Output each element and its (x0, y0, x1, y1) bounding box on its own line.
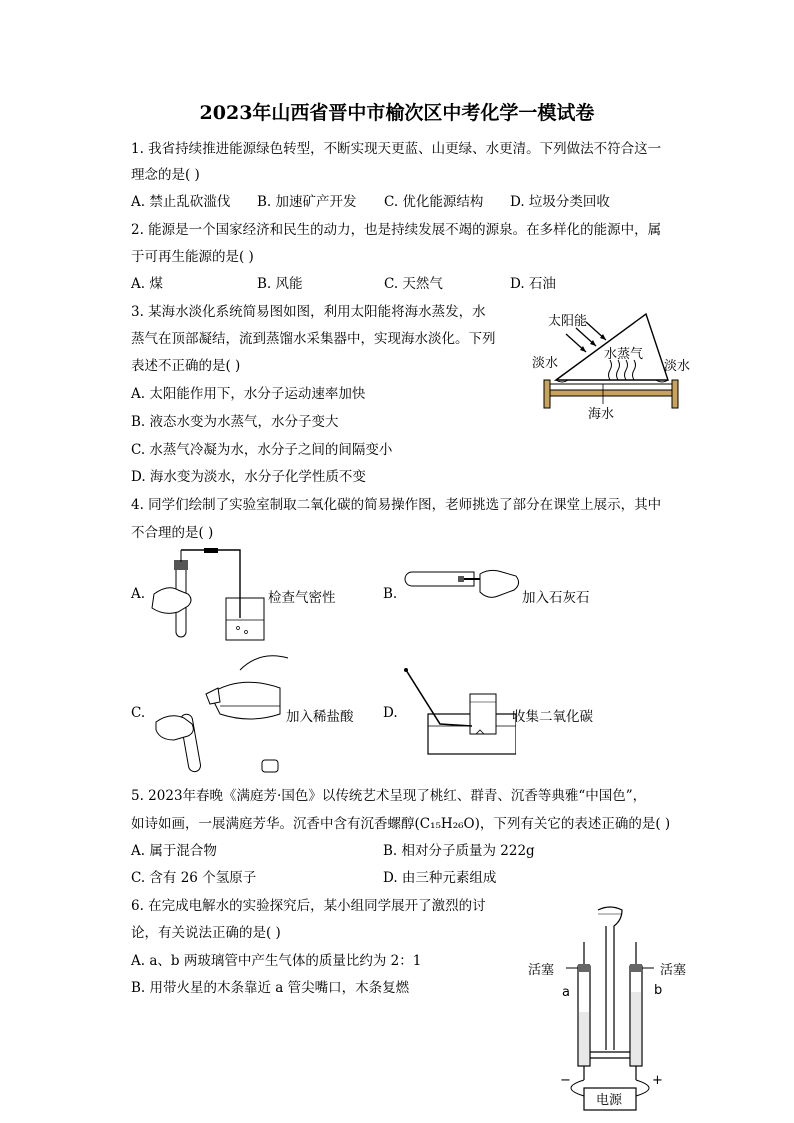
question-5-option-b: B. 相对分子质量为 222g (383, 843, 535, 859)
label-valve-right: 活塞 (660, 963, 687, 978)
question-1-option-b: B. 加速矿产开发 (257, 194, 357, 210)
question-1-option-d: D. 垃圾分类回收 (510, 194, 610, 210)
question-4-option-d-letter: D. (383, 705, 398, 721)
question-3-stem-line3: 表述不正确的是( ) (131, 358, 241, 374)
question-4-option-c-text: 加入稀盐酸 (286, 709, 354, 725)
figure-adding-limestone (400, 562, 524, 612)
question-6-stem-line1: 6. 在完成电解水的实验探究后，某小组同学展开了激烈的讨 (131, 898, 486, 914)
question-3-stem-line1: 3. 某海水淡化系统简易图如图，利用太阳能将海水蒸发，水 (131, 304, 486, 320)
label-fresh-water-left: 淡水 (532, 356, 559, 371)
electrolysis-figure (522, 902, 708, 1118)
label-positive: + (652, 1073, 663, 1088)
question-5-stem-line1: 5. 2023年春晚《满庭芳·国色》以传统艺术呈现了桃红、群青、沉香等典雅“中国色”， (131, 788, 647, 804)
label-negative: − (560, 1073, 571, 1088)
label-power-supply: 电源 (596, 1093, 623, 1108)
question-2-stem-line2: 于可再生能源的是( ) (131, 249, 254, 265)
figure-collecting-co2 (400, 664, 516, 760)
question-2-option-c: C. 天然气 (384, 276, 443, 292)
desalination-figure (528, 300, 698, 425)
question-1-option-c: C. 优化能源结构 (384, 194, 484, 210)
label-tube-a: a (562, 985, 570, 1000)
question-4-option-b-letter: B. (383, 586, 398, 602)
question-3-option-a: A. 太阳能作用下，水分子运动速率加快 (131, 386, 366, 402)
question-4-option-b-text: 加入石灰石 (522, 590, 590, 606)
label-valve-left: 活塞 (528, 963, 555, 978)
question-1-stem-line1: 1. 我省持续推进能源绿色转型，不断实现天更蓝、山更绿、水更清。下列做法不符合这一 (131, 141, 662, 157)
question-4-stem-line1: 4. 同学们绘制了实验室制取二氧化碳的简易操作图，老师挑选了部分在课堂上展示，其中 (131, 497, 662, 513)
question-4-option-a-text: 检查气密性 (268, 590, 336, 606)
question-6-option-b: B. 用带火星的木条靠近 a 管尖嘴口，木条复燃 (131, 980, 410, 996)
question-2-option-b: B. 风能 (257, 276, 303, 292)
figure-airtightness-check (150, 548, 270, 643)
page-title: 2023年山西省晋中市榆次区中考化学一模试卷 (199, 102, 595, 124)
label-seawater: 海水 (588, 407, 615, 422)
question-2-stem-line1: 2. 能源是一个国家经济和民生的动力，也是持续发展不竭的源泉。在多样化的能源中，属 (131, 222, 662, 238)
question-4-option-d-text: 收集二氧化碳 (512, 709, 593, 725)
figure-adding-dilute-acid (150, 650, 290, 780)
label-fresh-water-right: 淡水 (664, 359, 691, 374)
question-1-option-a: A. 禁止乱砍滥伐 (131, 194, 231, 210)
question-5-stem-line2: 如诗如画，一展满庭芳华。沉香中含有沉香螺醇(C₁₅H₂₆O)，下列有关它的表述正确的是( ) (131, 816, 671, 832)
question-5-option-a: A. 属于混合物 (131, 843, 217, 859)
question-2-option-a: A. 煤 (131, 276, 163, 292)
question-6-stem-line2: 论，有关说法正确的是( ) (131, 925, 281, 941)
question-3-option-c: C. 水蒸气冷凝为水，水分子之间的间隔变小 (131, 442, 393, 458)
label-water-vapor: 水蒸气 (604, 347, 644, 362)
question-4-option-c-letter: C. (131, 705, 146, 721)
question-2-option-d: D. 石油 (510, 276, 556, 292)
question-4-option-a-letter: A. (131, 586, 146, 602)
label-solar-energy: 太阳能 (548, 314, 588, 329)
question-6-option-a: A. a、b 两玻璃管中产生气体的质量比约为 2：1 (131, 953, 422, 969)
question-5-option-c: C. 含有 26 个氢原子 (131, 870, 257, 886)
question-1-stem-line2: 理念的是( ) (131, 167, 200, 183)
question-5-option-d: D. 由三种元素组成 (383, 870, 497, 886)
question-3-option-b: B. 液态水变为水蒸气，水分子变大 (131, 414, 339, 430)
label-tube-b: b (654, 983, 663, 998)
question-4-stem-line2: 不合理的是( ) (131, 525, 214, 541)
question-3-stem-line2: 蒸气在顶部凝结，流到蒸馏水采集器中，实现海水淡化。下列 (131, 331, 496, 347)
question-3-option-d: D. 海水变为淡水，水分子化学性质不变 (131, 469, 366, 485)
